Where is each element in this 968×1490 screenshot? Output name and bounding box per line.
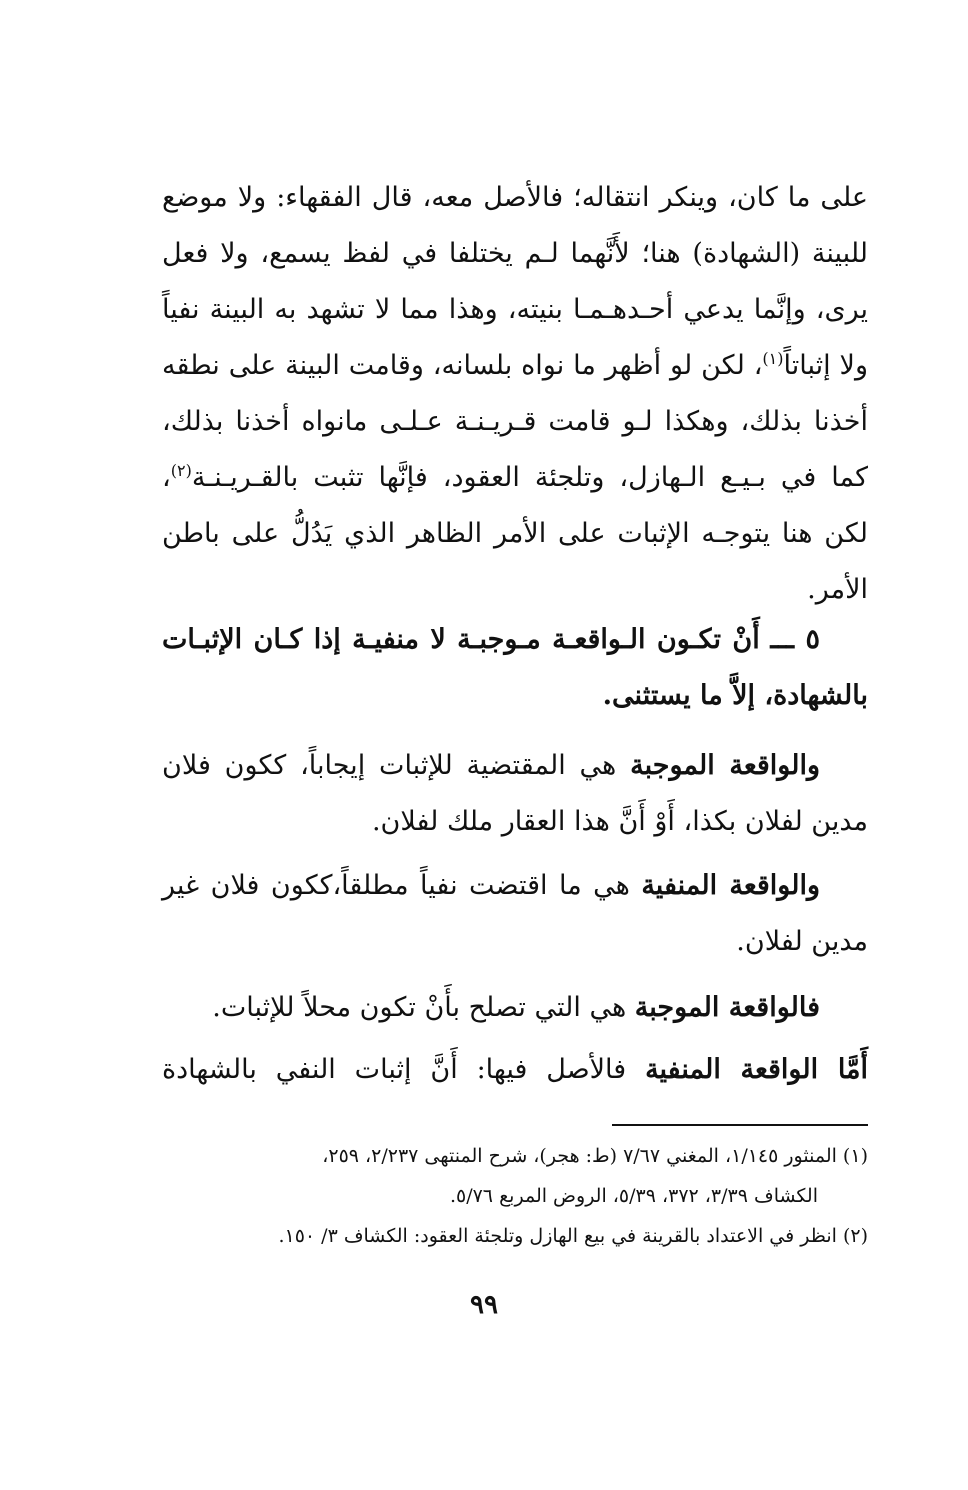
paragraph-last	[162, 1042, 868, 1098]
text-line: لكن هنا يتوجـه الإثبات على الأمر الظاهر الذي يَدُلُّ على باطن	[162, 518, 868, 549]
text-line: يرى، وإنَّما يدعي أحـدهـمـا بنيته، وهذا مما لا تشهد به البينة نفياً	[162, 294, 868, 325]
footnote-ref-1[interactable]: (١)	[762, 349, 784, 368]
text-line	[162, 1042, 868, 1098]
text-segment: فالأصل فيها: أَنَّ إثبات النفي بالشهادة	[162, 1054, 646, 1085]
text-segment: هي المقتضية للإثبات إيجاباً، ككون فلان	[162, 750, 631, 781]
footnote-1-continuation: الكشاف ٣/٣٩، ٣٧٢، ٥/٣٩، الروض المربع ٥/٧٦.	[449, 1185, 818, 1207]
text-line	[162, 738, 868, 794]
page-number: ٩٩	[470, 1290, 498, 1320]
text-line: مدين لفلان.	[736, 926, 868, 957]
text-line: مدين لفلان بكذا، أَوْ أَنَّ هذا العقار ملك لفلان.	[371, 806, 868, 837]
text-line: للبينة (الشهادة) هنا؛ لأَنَّهما لـم يختلفا في لفظ يسمع، ولا فعل	[162, 238, 868, 269]
text-segment: هي التي تصلح بأَنْ تكون محلاً للإثبات.	[212, 992, 635, 1023]
point-number: ٥ ـــ	[770, 624, 820, 655]
text-line: الأمر.	[807, 574, 868, 605]
point-5	[162, 612, 868, 724]
footnotes	[162, 1136, 868, 1256]
term-negative: الواقعة المنفية	[645, 1054, 838, 1085]
text-segment: ،	[162, 462, 171, 493]
text-line: أخذنا بذلك، وهكذا لـو قامت قـريـنـة عـلـى مانواه أخذنا بذلك،	[162, 406, 868, 437]
point-5-line	[162, 668, 868, 724]
footnote-1: (١) المنثور ١/١٤٥، المغني ٧/٦٧ (ط: هجر)، شرح المنتهى ٢/٢٣٧، ٢٥٩،	[322, 1145, 868, 1167]
text-line: على ما كان، وينكر انتقاله؛ فالأصل معه، قال الفقهاء: ولا موضع	[162, 182, 868, 213]
term-negative: والواقعة المنفية	[641, 870, 820, 901]
text-line	[162, 980, 868, 1036]
footnote-ref-2[interactable]: (٢)	[170, 461, 192, 480]
point-heading: أَنْ تكـون الـواقعـة مـوجبـة لا منفيـة إذا كـان الإثبـات	[162, 624, 760, 655]
paragraph-continuation	[162, 170, 868, 618]
text-segment: كما في بـيـع الـهازل، وتلجئة العقود، فإنَّها تثبت بالقـريـنـة	[191, 462, 868, 493]
text-line	[162, 338, 868, 394]
footnote-divider	[612, 1124, 868, 1126]
text-segment: هي ما اقتضت نفياً مطلقاً،ككون فلان غير	[162, 870, 642, 901]
text-segment: ، لكن لو أظهر ما نواه بلسانه، وقامت البينة على نطقه	[162, 350, 763, 381]
lead-word: أَمَّا	[837, 1054, 869, 1085]
text-line	[162, 450, 868, 506]
text-segment: ولا إثباتاً	[783, 350, 868, 381]
paragraph-negative-fact	[162, 858, 868, 970]
point-5-line	[162, 612, 868, 668]
footnote-2: (٢) انظر في الاعتداد بالقرينة في بيع الهازل وتلجئة العقود: الكشاف ٣/ ١٥٠.	[278, 1225, 868, 1247]
point-heading: بالشهادة، إلاَّ ما يستثنى.	[602, 680, 868, 711]
term-positive: والواقعة الموجبة	[630, 750, 821, 781]
paragraph-result	[162, 980, 868, 1036]
text-line	[162, 858, 868, 914]
term-positive: فالواقعة الموجبة	[634, 992, 820, 1023]
paragraph-positive-fact	[162, 738, 868, 850]
